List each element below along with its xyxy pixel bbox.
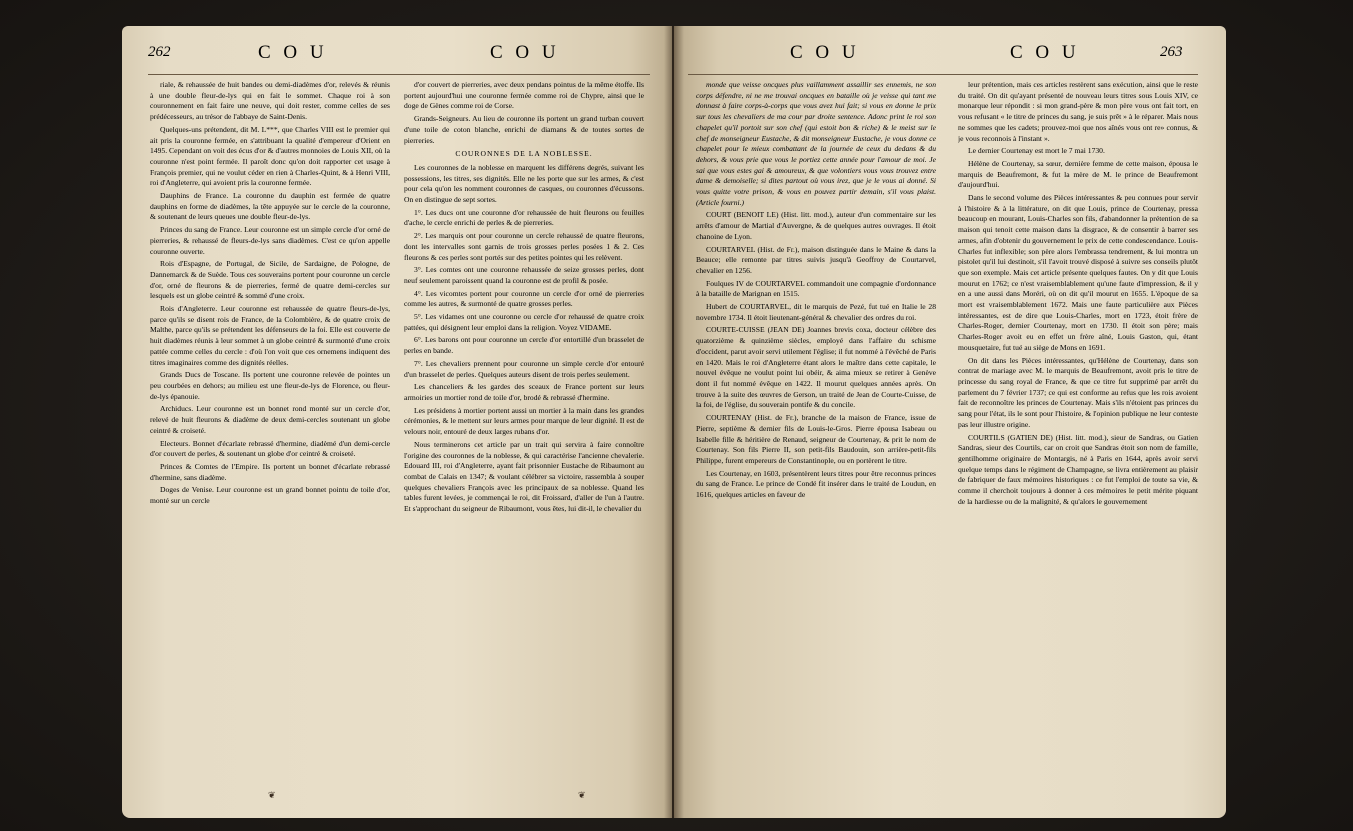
paragraph: COURTE-CUISSE (JEAN DE) Joannes brevis coxa, docteur célèbre des quatorzième & quinzième siècles, employé dans l'affaire du schisme d'occident, parut avoir servi utilement l'église; il fut nommé à l'évêché de Paris en 1420. Mais le roi d'Angleterre étant alors le maître dans cette capitale, le nouvel évêque ne voulut point lui obéir, & aima mieux se retirer à Genève dont il fut nommé évêque en 1422. Il mourut quelques années après. On trouve à la suite des œuvres de Gerson, un traité de Jean de Courte-Cuisse, de la foi, de l'église, du souverain pontife & du concile. [696, 325, 936, 410]
paragraph: Nous terminerons cet article par un trait qui servira à faire connoître l'origine des couronnes de la noblesse, & qui caractérise l'ancienne chevalerie. Edouard III, roi d'Angleterre, ayant fait prisonnier Eustache de Ribaumont au combat de Calais en 1347; & voulant célébrer sa victoire, rassembla à souper quelques chevaliers François avec les principaux de sa noblesse. Quand les tables furent levées, je commençai le roi, dit Froissard, d'aller de l'un à l'autre. Et s'approchant du seigneur de Ribaumont, vous êtes, lui dit-il, le chevalier du [404, 439, 644, 514]
paragraph: Le dernier Courtenay est mort le 7 mai 1730. [968, 146, 1105, 156]
paragraph: monde que veisse oncques plus vaillamment assaillir ses ennemis, ne son corps défendre, ni ne me trouvai oncques en bataille où je veisse qui tant me donnast à faire corps-à-corps que vous avez hui fait; si vous en donne le prix sur tous les chevaliers de ma cour par droite sentence. Adonc print le roi son chapelet qu'il portoit sur son chef (qui estoit bon & riche) & le meist sur le chef de monseigneur Eustache, & dit monseigneur Eustache, je vous donne ce chapelet pour le mieux combattant de la journée de ceux du dedans & du dehors, & vous prie que vous le portiez cette année pour l'amour de moi. Je sai que vous estes gai & amoureux, & que volontiers vous vous trouvez entre dame & demoiselle; si dites partout où vous irez, que je le vous ai donné. Si vous quitte votre prison, & vous en pouvez partir demain, s'il vous plaist. (Article fourni.) [696, 80, 936, 207]
paragraph: Rois d'Angleterre. Leur couronne est rehaussée de quatre fleurs-de-lys, parce qu'ils se disent rois de France, de la Colombière, & de quatre croix de Malthe, parce qu'ils se prétendent les défenseurs de la foi. Elle est couverte de huit diadèmes réunis à leur sommet à un globe ceintré & surmonté d'une croix pattée comme celles du cercle : d'où l'on voit que ces ornemens indiquent des titres imaginaires comme des dignités réelles. [150, 304, 390, 367]
right-running-head-1: C O U [790, 42, 860, 63]
left-header-rule [148, 74, 650, 75]
paragraph: Archiducs. Leur couronne est un bonnet rond monté sur un cercle d'or, relevé de huit fleurons & diadème de deux demi-cercles soutenant un globe ceintré & croiseté. [150, 404, 390, 435]
paragraph: Dans le second volume des Pièces intéressantes & peu connues pour servir à l'histoire & à la littérature, on dit que Louis, prince de Courtenay, pressa beaucoup en mourant, Louis-Charles son fils, d'abandonner la prétention de sa maison qui tenoit cette maison dans la disgrace, & de consentir à barrer ses armes, afin d'obtenir du gouvernement le prix de cette condescendance. Louis-Charles fut inflexible; son père alors l'embrassa tendrement, & lui montra un pistolet qu'il lui destinoit, s'il l'avoit trouvé disposé à suivre ses conseils plutôt que son exemple. Mais cet article présente quelques fautes. On y dit que Louis mourut en 1762; ce n'est vraisemblablement qu'une faute d'impression, & il y en a une aussi dans Moréri, où on dit qu'il mourut en 1655. L'époque de sa mort est vraisemblablement 1672. Mais une faute particulière aux Pièces intéressantes, est de dire que Louis-Charles, mort en 1723, étoit frère de Charles-Roger, dernier Courtenay, mort en 1730. Il étoit son père; mais Charles-Roger avoit eu en effet un frère aîné, Louis Gaston, qui, étant mousquetaire, fut tué au siège de Mons en 1691. [958, 193, 1198, 352]
paragraph: COURTILS (GATIEN DE) (Hist. litt. mod.), sieur de Sandras, ou Gatien Sandras, sieur des Courtils, car on croit que Sandras étoit son nom de famille, gentilhomme originaire de Montargis, né à Paris en 1644, après avoir servi quelque temps dans le régiment de Champagne, se livra entièrement au plaisir de fabriquer de faux mémoires historiques : ce fut l'emploi de toute sa vie, & comme il cherchoit toujours à donner à ces mémoires le petit mérite piquant de la hardiesse ou de la malignité, & qu'alors le gouvernement [958, 432, 1198, 506]
left-column-2 [404, 80, 644, 780]
paragraph: Rois d'Espagne, de Portugal, de Sicile, de Sardaigne, de Pologne, de Dannemarck & de Suède. Tous ces souverains portent pour couronne un cercle d'or, orné de fleurons & de pierreries, fermé de quatre demi-cercles sur lesquels est un globe ceintré & sommé d'une croix. [150, 259, 390, 301]
book-gutter [664, 26, 684, 818]
paragraph: Hélène de Courtenay, sa sœur, dernière femme de cette maison, épousa le marquis de Beaufremont, & fut la mère de M. le prince de Beaufremont d'aujourd'hui. [958, 158, 1198, 190]
right-column-2 [958, 80, 1198, 780]
paragraph: Quelques-uns prétendent, dit M. L***, que Charles VIII est le premier qui ait pris la couronne fermée, en s'attribuant la qualité d'empereur d'Orient en 1495. Cependant on voit des écus d'or & d'autres monnoies de Louis XII, où la couronne n'est point fermée. Il paroît donc qu'on doit rapporter cet usage à François premier, qui ne voulut céder en rien à Charles-Quint, & à Henri VIII, roi d'Angleterre, qui avoient pris la couronne fermée. [150, 124, 390, 188]
paragraph: 3°. Les comtes ont une couronne rehaussée de seize grosses perles, dont neuf seulement paroissent quand la couronne est de profil & posée. [404, 265, 644, 285]
right-running-head-2: C O U [1010, 42, 1080, 63]
left-column-1 [150, 80, 390, 780]
paragraph: 4°. Les vicomtes portent pour couronne un cercle d'or orné de pierreries comme les autres, & surmonté de quatre grosses perles. [404, 288, 644, 309]
paragraph: Les couronnes de la noblesse en marquent les différens degrés, suivant les possessions, les titres, ses dignités. Elle ne les porte que sur les armes, & c'est pour cela qu'on les nomment couronnes de casques, ou couronnes d'écussons. On en distingue de sept sortes. [404, 162, 644, 205]
right-column-1 [696, 80, 936, 780]
paragraph: d'or couvert de pierreries, avec deux pendans pointus de la même étoffe. Ils portent aujourd'hui une couronne fermée comme roi de Chypre, ainsi que le doge de Gènes comme roi de Corse. [404, 80, 644, 111]
paragraph: Grands Ducs de Toscane. Ils portent une couronne relevée de pointes un peu courbées en dehors; au milieu est une fleur-de-lys de Florence, ou fleur-de-lys épanouie. [150, 370, 390, 401]
paragraph: Les Courtenay, en 1603, présentèrent leurs titres pour être reconnus princes du sang de France. Le prince de Condé fit insérer dans le traité de Loudun, en 1616, quelques articles en faveur de [696, 468, 936, 500]
paragraph: leur prétention, mais ces articles restèrent sans exécution, ainsi que le reste du traité. On dit qu'ayant présenté de nouveau leurs titres sous Louis XIV, ce monarque leur répondit : si mon grand-père & mon père vous ont fait tort, en vous refusant « le titre de princes du sang, je suis prêt » à le réparer. Mais nous ne sommes que les cadets; prouvez-moi que nos aînés vous ont re» connus, & je vous reconnois à l'instant ». [958, 80, 1198, 143]
left-running-head-1: C O U [258, 42, 328, 63]
right-header-rule [688, 74, 1198, 75]
left-page-number: 262 [148, 44, 171, 60]
paragraph: Electeurs. Bonnet d'écarlate rebrassé d'hermine, diadèmé d'un demi-cercle d'or couvert de perles, & soutenant un globe d'or ceintré & croiseté. [150, 438, 390, 459]
paragraph: Les présidens à mortier portent aussi un mortier à la main dans les grandes cérémonies, & le mettent sur leurs armes pour marque de leur dignité. Il est de velours noir, entouré de deux larges rubans d'or. [404, 405, 644, 437]
paragraph: Hubert de COURTARVEL, dit le marquis de Pezé, fut tué en Italie le 28 novembre 1734. Il étoit lieutenant-général & chevalier des ordres du roi. [696, 302, 936, 322]
left-running-head-2: C O U [490, 42, 560, 63]
paragraph: Les chanceliers & les gardes des sceaux de France portent sur leurs armoiries un mortier rond de toile d'or, brodé & rebrassé d'hermine. [404, 382, 644, 402]
paragraph: Grands-Seigneurs. Au lieu de couronne ils portent un grand turban couvert d'une toile de coton blanche, enrichi de diamans & de toutes sortes de pierreries. [404, 114, 644, 145]
paragraph: On dit dans les Pièces intéressantes, qu'Hélène de Courtenay, dans son contrat de mariage avec M. le marquis de Beaufremont, avoit pris le titre de princesse du sang royal de France, & que ce titre fut supprimé par arrêt du parlement du 7 février 1737; ce qui est conforme au refus que les rois avoient fait de reconnoître les princes de Courtenay. Mais s'ils n'étoient pas princes du sang pour l'état, ils le sont pour l'histoire, & l'opinion publique ne leur conteste pas leur illustre origine. [958, 355, 1198, 429]
paragraph: COURTARVEL (Hist. de Fr.), maison distinguée dans le Maine & dans la Beauce; elle remonte par titres suivis jusqu'à Geoffroy de Courtarvel, chevalier en 1256. [696, 244, 936, 275]
paragraph: 5°. Les vidames ont une couronne ou cercle d'or rehaussé de quatre croix pattées, qui désignent leur emploi dans la religion. Voyez VIDAME. [404, 312, 644, 332]
right-page-number: 263 [1160, 44, 1183, 60]
paragraph: 1°. Les ducs ont une couronne d'or rehaussée de huit fleurons ou feuilles d'ache, le cercle enrichi de perles & de pierreries. [404, 207, 644, 228]
paragraph: Foulques IV de COURTARVEL commandoit une compagnie d'ordonnance à la bataille de Marignan en 1515. [696, 278, 936, 299]
paragraph: 6°. Les barons ont pour couronne un cercle d'or entortillé d'un brasselet de perles en bande. [404, 335, 644, 356]
paragraph: Dauphins de France. La couronne du dauphin est fermée de quatre dauphins en forme de diadèmes, la tête appuyée sur le cercle de la couronne, & soutenant de leurs queues une double fleur-de-lys. [150, 191, 390, 222]
paragraph: COURTENAY (Hist. de Fr.), branche de la maison de France, issue de Pierre, septième & dernier fils de Louis-le-Gros. Pierre épousa Isabeau ou Isabelle fille & héritière de Renaud, seigneur de Courtenay, & prit le nom de Courtenay. Son fils Pierre II, son petit-fils Baudouin, son arrière-petit-fils Philippe, furent empereurs de Constantinople, ou en portèrent le titre. [696, 413, 936, 465]
paragraph: Princes du sang de France. Leur couronne est un simple cercle d'or orné de pierreries, & rehaussé de fleurs-de-lys sans diadèmes. C'est ce qu'on appelle couronne ouverte. [150, 225, 390, 256]
right-footer-ornament: ❦ [578, 790, 586, 800]
paragraph: 7°. Les chevaliers prennent pour couronne un simple cercle d'or entouré d'un brasselet de perles. Quelques auteurs disent de trois perles seulement. [404, 358, 644, 379]
paragraph: COURT (BENOIT LE) (Hist. litt. mod.), auteur d'un commentaire sur les arrêts d'amour de Martial d'Auvergne, & de quelques autres ouvrages. Il étoit chanoine de Lyon. [696, 210, 936, 241]
paragraph: 2°. Les marquis ont pour couronne un cercle rehaussé de quatre fleurons, dont les intervalles sont garnis de trois grosses perles posées 1 & 2. Ces fleurons & ces perles sont portés sur des petites pointes qui les relèvent. [404, 231, 644, 262]
left-footer-ornament: ❦ [268, 790, 276, 800]
paragraph: riale, & rehaussée de huit bandes ou demi-diadèmes d'or, relevés & réunis à une double fleur-de-lys qui en fait le sommet. Chaque roi à son couronnement en fait faire une neuve, qui doit rester, comme celles de ses prédécesseurs, au trésor de l'abbaye de Saint-Denis. [150, 80, 390, 122]
paragraph: Doges de Venise. Leur couronne est un grand bonnet pointu de toile d'or, monté sur un cercle [150, 485, 390, 506]
paragraph: Princes & Comtes de l'Empire. Ils portent un bonnet d'écarlate rebrassé d'hermine, sans diadème. [150, 461, 390, 482]
section-heading: COURONNES DE LA NOBLESSE. [455, 149, 593, 159]
